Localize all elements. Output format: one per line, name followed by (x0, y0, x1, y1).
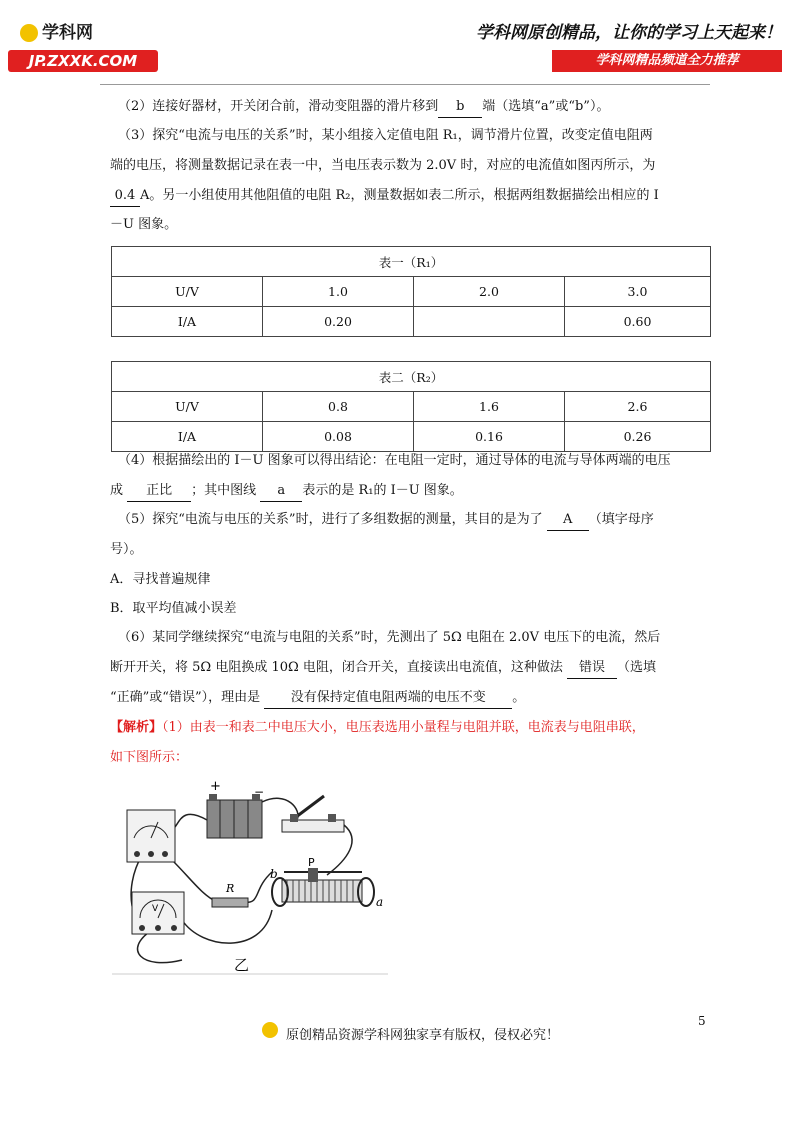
rheostat-icon (272, 868, 374, 906)
table-1 (111, 246, 711, 337)
table-cell: 1.6 (414, 392, 565, 422)
end-a-label: a (376, 895, 384, 909)
q5-answer: A (547, 510, 589, 531)
wire (138, 930, 182, 963)
q3-line2: 端的电压，将测量数据记录在表一中，当电压表示数为 2.0V 时，对应的电流值如图丙所示，为 (110, 158, 656, 173)
q3-answer: 0.4 (110, 186, 140, 207)
minus-label: − (254, 785, 265, 799)
table-cell: 0.20 (263, 307, 414, 337)
analysis-tag: 【解析】 (110, 720, 163, 735)
q5-option-a: A．寻找普遍规律 (110, 572, 211, 587)
table-cell: I/A (112, 307, 263, 337)
slider-label: P (308, 856, 315, 869)
q6-line3 (110, 688, 525, 709)
resistor-icon (212, 898, 248, 907)
q5-prefix: （5）探究“电流与电压的关系”时，进行了多组数据的测量，其目的是为了 (118, 512, 543, 527)
table-cell: 0.08 (263, 422, 414, 452)
q6-line3-suffix: 。 (512, 690, 526, 705)
diagram-caption: 乙 (234, 956, 250, 974)
question-2 (118, 97, 609, 118)
table-row (112, 392, 711, 422)
q4-suffix: 表示的是 R₁的 I－U 图象。 (302, 483, 463, 498)
q3-line4: －U 图象。 (110, 217, 178, 232)
switch-icon (282, 796, 344, 832)
q3-line3-suffix: A。另一小组使用其他阻值的电阻 R₂，测量数据如表二所示，根据两组数据描绘出相应的 I (140, 188, 659, 203)
mascot-icon (20, 24, 38, 42)
table-cell (414, 307, 565, 337)
table-cell: 0.60 (565, 307, 711, 337)
voltmeter-label: V (152, 904, 159, 914)
q4-prefix: 成 (110, 483, 124, 498)
table-cell: I/A (112, 422, 263, 452)
q6-answer-2: 没有保持定值电阻两端的电压不变 (264, 688, 512, 709)
analysis-line1 (110, 718, 645, 738)
q6-answer-1: 错误 (567, 658, 617, 679)
ammeter-icon (127, 810, 175, 862)
q2-answer: b (438, 97, 482, 118)
q3-line1: （3）探究“电流与电压的关系”时，某小组接入定值电阻 R₁，调节滑片位置，改变定值电阻两 (118, 128, 653, 143)
battery-icon (207, 794, 262, 838)
table-row (112, 277, 711, 307)
table-cell: 2.6 (565, 392, 711, 422)
resistor-label: R (226, 882, 235, 895)
q6-suffix: （选填 (617, 660, 657, 675)
q4-line1: （4）根据描绘出的 I－U 图象可以得出结论：在电阻一定时，通过导体的电流与导体两端的电压 (118, 453, 671, 468)
page-number: 5 (698, 1014, 706, 1028)
q6-prefix: 断开开关，将 5Ω 电阻换成 10Ω 电阻，闭合开关，直接读出电流值，这种做法 (110, 660, 563, 675)
table-cell: 0.26 (565, 422, 711, 452)
table-row (112, 422, 711, 452)
channel-badge: 学科网精品频道全力推荐 (552, 50, 782, 72)
table-cell: 1.0 (263, 277, 414, 307)
wire (182, 910, 272, 943)
q2-suffix: 端（选填“a”或“b”）。 (482, 99, 610, 114)
logo-text: 学科网 (42, 23, 93, 43)
table-cell: 0.16 (414, 422, 565, 452)
q5-suffix: （填字母序 (588, 512, 654, 527)
q4-line2 (110, 481, 463, 502)
q6-line1: （6）某同学继续探究“电流与电阻的关系”时，先测出了 5Ω 电阻在 2.0V 电压下的电流，然后 (118, 630, 661, 645)
logo-site-badge: JP.ZXXK.COM (8, 50, 158, 72)
analysis-line2: 如下图所示： (110, 750, 189, 765)
table-1-title: 表一（R₁） (112, 247, 711, 277)
q5-line1 (118, 510, 654, 531)
header-divider (100, 84, 710, 85)
table-cell: 3.0 (565, 277, 711, 307)
circuit-diagram (112, 780, 392, 980)
q5-line2: 号）。 (110, 542, 143, 557)
q4-answer-1: 正比 (127, 481, 191, 502)
plus-label: + (210, 780, 221, 794)
q5-option-b: B．取平均值减小误差 (110, 601, 237, 616)
table-cell: 2.0 (414, 277, 565, 307)
table-cell: U/V (112, 392, 263, 422)
q6-line3-prefix: “正确”或“错误”），理由是 (110, 690, 261, 705)
q3-line3 (110, 186, 659, 207)
table-cell: U/V (112, 277, 263, 307)
footer-copyright: 原创精品资源学科网独家享有版权，侵权必究！ (286, 1028, 560, 1043)
q2-prefix: （2）连接好器材，开关闭合前，滑动变阻器的滑片移到 (118, 99, 439, 114)
q6-line2 (110, 658, 656, 679)
header-slogan: 学科网原创精品，让你的学习上天起来！ (476, 23, 782, 43)
site-logo (20, 18, 93, 43)
q4-mid: ；其中图线 (191, 483, 257, 498)
table-2 (111, 361, 711, 452)
table-row (112, 307, 711, 337)
analysis-text: （1）由表一和表二中电压大小，电压表选用小量程与电阻并联，电流表与电阻串联， (162, 720, 645, 735)
mascot-icon (262, 1018, 280, 1038)
q4-answer-2: a (260, 481, 302, 502)
table-2-title: 表二（R₂） (112, 362, 711, 392)
end-b-label: b (270, 867, 278, 881)
table-cell: 0.8 (263, 392, 414, 422)
